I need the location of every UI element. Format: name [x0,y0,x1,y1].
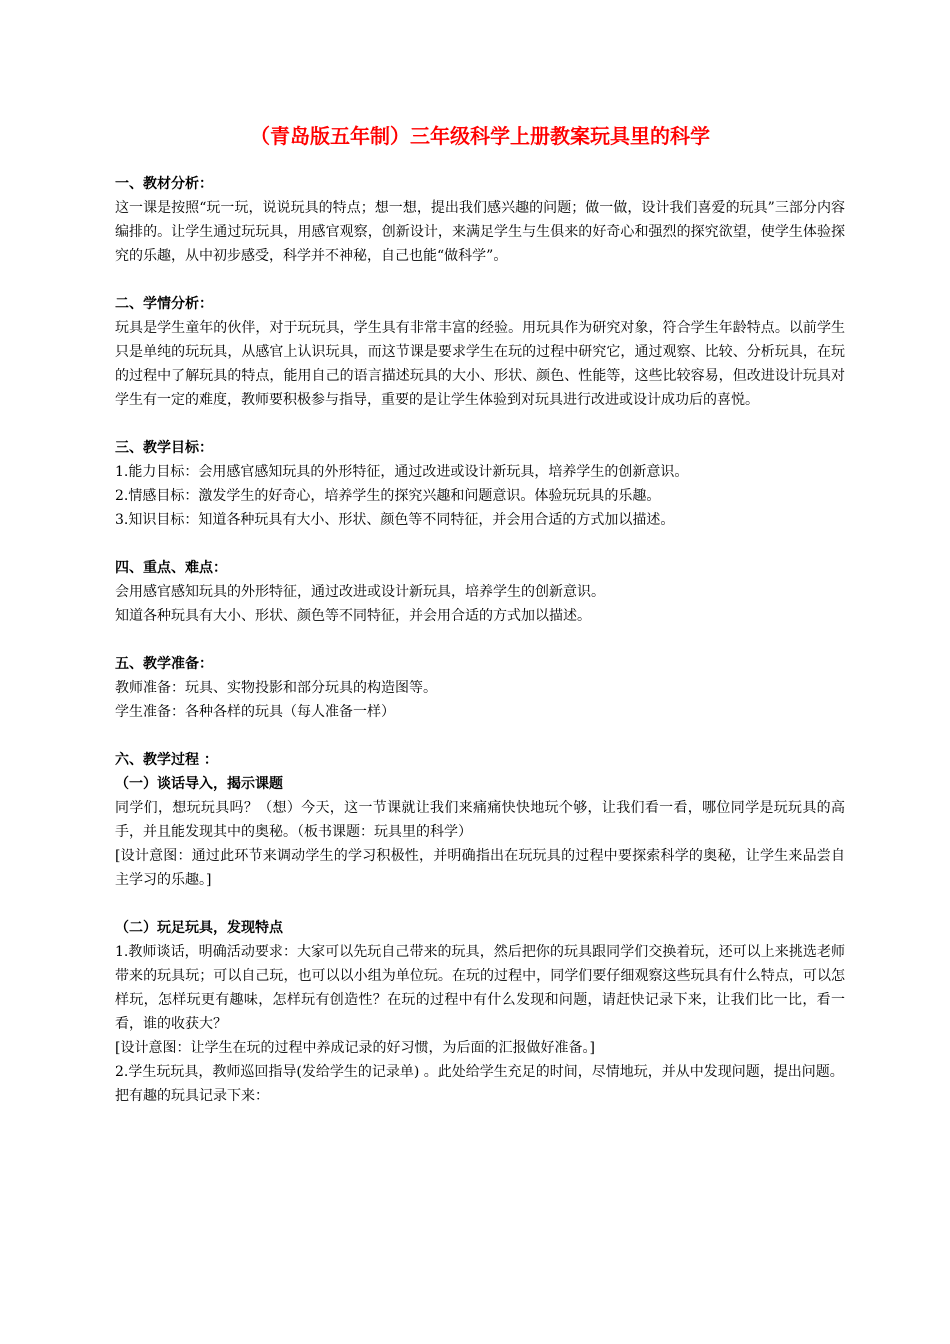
section-preparation [115,652,845,724]
subsection-paragraph: 1.教师谈话，明确活动要求：大家可以先玩自己带来的玩具，然后把你的玩具跟同学们交换着玩，还可以上来挑选老师带来的玩具玩；可以自己玩，也可以以小组为单位玩。在玩的过程中，同学们要仔细观察这些玩具有什么特点，可以怎样玩，怎样玩更有趣味，怎样玩有创造性？在玩的过程中有什么发现和问题，请赶快记录下来，让我们比一比，看一看，谁的收获大？ [115,944,845,1032]
section-material-analysis [115,172,845,268]
section-heading: 四、重点、难点： [115,560,227,576]
section-teaching-goals [115,436,845,532]
section-teaching-process [115,748,845,1108]
preparation-item: 学生准备：各种各样的玩具（每人准备一样） [115,704,395,720]
goal-item: 3.知识目标：知道各种玩具有大小、形状、颜色等不同特征，并会用合适的方式加以描述。 [115,512,675,528]
subsection-play-toys [115,916,845,1108]
design-intent-note: [设计意图：通过此环节来调动学生的学习积极性，并明确指出在玩玩具的过程中要探索科学的奥秘，让学生来品尝自主学习的乐趣。] [115,848,845,888]
section-key-points [115,556,845,628]
document-page [115,122,845,1108]
section-heading: 三、教学目标： [115,440,213,456]
subsection-introduction [115,772,845,892]
section-student-analysis [115,292,845,412]
preparation-item: 教师准备：玩具、实物投影和部分玩具的构造图等。 [115,680,437,696]
goal-item: 2.情感目标：激发学生的好奇心，培养学生的探究兴趣和问题意识。体验玩玩具的乐趣。 [115,488,661,504]
key-point-item: 知道各种玩具有大小、形状、颜色等不同特征，并会用合适的方式加以描述。 [115,608,591,624]
section-heading: 一、教材分析： [115,176,213,192]
subsection-paragraph: 把有趣的玩具记录下来： [115,1088,269,1104]
section-heading: 二、学情分析： [115,296,213,312]
subsection-paragraph: 2.学生玩玩具，教师巡回指导(发给学生的记录单) 。此处给学生充足的时间，尽情地玩，并从中发现问题，提出问题。 [115,1064,844,1080]
subsection-heading: （二）玩足玩具，发现特点 [115,920,283,936]
section-paragraph: 玩具是学生童年的伙伴，对于玩玩具，学生具有非常丰富的经验。用玩具作为研究对象，符合学生年龄特点。以前学生只是单纯的玩玩具，从感官上认识玩具，而这节课是要求学生在玩的过程中研究它，通过观察、比较、分析玩具，在玩的过程中了解玩具的特点，能用自己的语言描述玩具的大小、形状、颜色、性能等，这些比较容易，但改进设计玩具对学生有一定的难度，教师要积极参与指导，重要的是让学生体验到对玩具进行改进或设计成功后的喜悦。 [115,320,845,408]
section-paragraph: 这一课是按照“玩一玩，说说玩具的特点；想一想，提出我们感兴趣的问题；做一做，设计我们喜爱的玩具”三部分内容编排的。让学生通过玩玩具，用感官观察，创新设计，来满足学生与生俱来的好奇心和强烈的探究欲望，使学生体验探究的乐趣，从中初步感受，科学并不神秘，自己也能“做科学”。 [115,200,845,264]
section-heading: 六、教学过程 ： [115,752,218,768]
key-point-item: 会用感官感知玩具的外形特征，通过改进或设计新玩具，培养学生的创新意识。 [115,584,605,600]
goal-item: 1.能力目标：会用感官感知玩具的外形特征，通过改进或设计新玩具，培养学生的创新意识。 [115,464,689,480]
design-intent-note: [设计意图：让学生在玩的过程中养成记录的好习惯，为后面的汇报做好准备。] [115,1040,595,1056]
section-heading: 五、教学准备： [115,656,213,672]
subsection-paragraph: 同学们，想玩玩具吗？（想）今天，这一节课就让我们来痛痛快快地玩个够，让我们看一看，哪位同学是玩玩具的高手，并且能发现其中的奥秘。（板书课题：玩具里的科学） [115,800,845,840]
document-title: （青岛版五年制）三年级科学上册教案玩具里的科学 [250,124,710,148]
subsection-heading: （一）谈话导入，揭示课题 [115,776,283,792]
